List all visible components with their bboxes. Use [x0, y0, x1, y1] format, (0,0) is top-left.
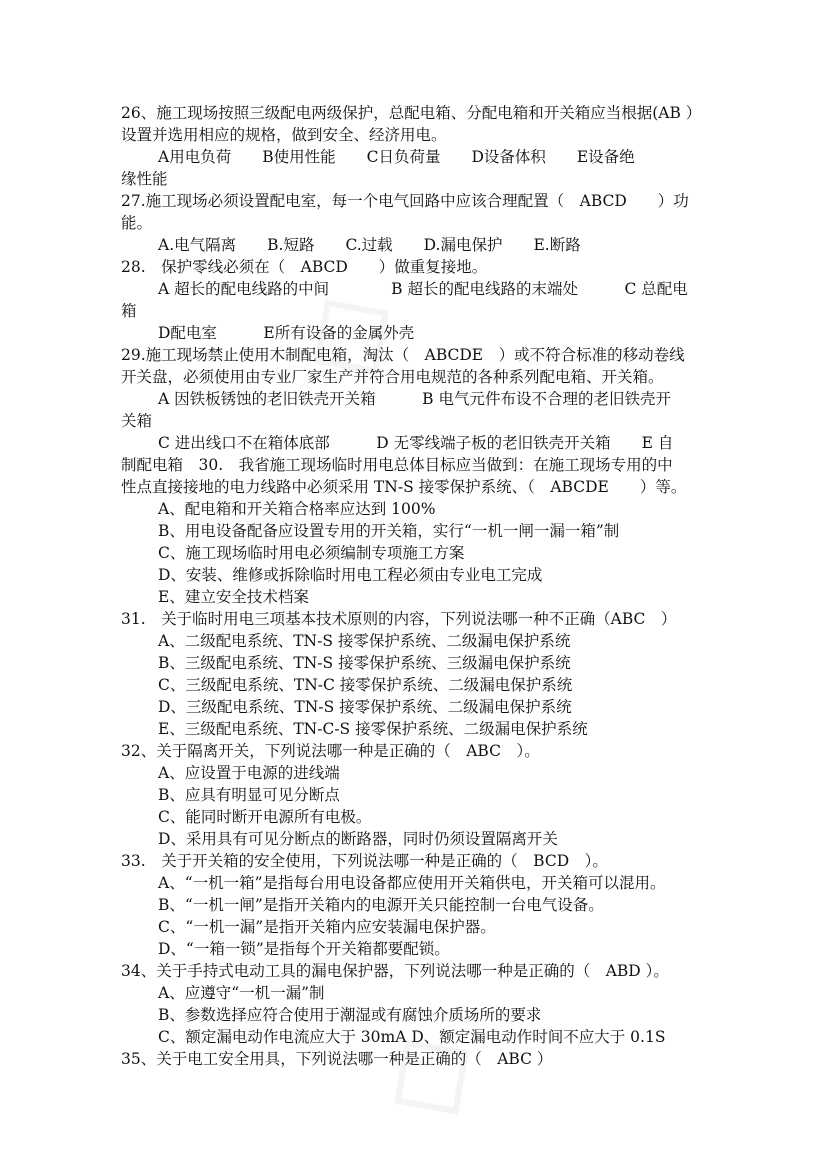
text-line: 29.施工现场禁止使用木制配电箱，淘汰（ ABCDE ）或不符合标准的移动卷线: [121, 346, 685, 364]
text-line: B、应具有明显可见分断点: [158, 786, 340, 804]
text-line: E、建立安全技术档案: [158, 588, 309, 606]
text-line: D、采用具有可见分断点的断路器，同时仍须设置隔离开关: [158, 830, 558, 848]
text-line: 设置并选用相应的规格，做到安全、经济用电。: [121, 126, 447, 144]
text-line: C、三级配电系统、TN-C 接零保护系统、二级漏电保护系统: [158, 676, 573, 694]
text-line: A.电气隔离 B.短路 C.过载 D.漏电保护 E.断路: [158, 236, 581, 254]
text-line: A、二级配电系统、TN-S 接零保护系统、二级漏电保护系统: [158, 632, 571, 650]
text-line: 能。: [121, 214, 153, 232]
text-line: D、“一箱一锁”是指每个开关箱都要配锁。: [158, 940, 450, 958]
text-line: 35、关于电工安全用具，下列说法哪一种是正确的（ ABC ）: [121, 1050, 553, 1068]
text-line: B、三级配电系统、TN-S 接零保护系统、三级漏电保护系统: [158, 654, 571, 672]
text-line: 箱: [121, 302, 137, 320]
text-line: 制配电箱 30. 我省施工现场临时用电总体目标应当做到：在施工现场专用的中: [121, 456, 673, 474]
text-line: 34、关于手持式电动工具的漏电保护器，下列说法哪一种是正确的（ ABD ）。: [121, 962, 669, 980]
text-line: 28. 保护零线必须在（ ABCD ）做重复接地。: [121, 258, 488, 276]
text-line: C、“一机一漏”是指开关箱内应安装漏电保护器。: [158, 918, 496, 936]
text-line: 27.施工现场必须设置配电室，每一个电气回路中应该合理配置（ ABCD ）功: [121, 192, 689, 210]
text-line: 33. 关于开关箱的安全使用，下列说法哪一种是正确的（ BCD ）。: [121, 852, 608, 870]
text-line: B、“一机一闸”是指开关箱内的电源开关只能控制一台电气设备。: [158, 896, 604, 914]
text-line: 开关盘，必须使用由专业厂家生产并符合用电规范的各种系列配电箱、开关箱。: [121, 368, 664, 386]
text-line: A、应遵守“一机一漏”制: [158, 984, 325, 1002]
text-line: D配电室 E所有设备的金属外壳: [158, 324, 415, 342]
text-line: 26、施工现场按照三级配电两级保护，总配电箱、分配电箱和开关箱应当根据(AB ）: [121, 104, 702, 122]
text-line: 31. 关于临时用电三项基本技术原则的内容，下列说法哪一种不正确（ABC ）: [121, 610, 677, 628]
text-line: C、施工现场临时用电必须编制专项施工方案: [158, 544, 465, 562]
text-line: A、应设置于电源的进线端: [158, 764, 340, 782]
text-line: D、安装、维修或拆除临时用电工程必须由专业电工完成: [158, 566, 543, 584]
text-line: 关箱: [121, 412, 153, 430]
text-line: A用电负荷 B使用性能 C日负荷量 D设备体积 E设备绝: [158, 148, 635, 166]
text-line: C、额定漏电动作电流应大于 30mA D、额定漏电动作时间不应大于 0.1S: [158, 1028, 666, 1046]
text-line: A、“一机一箱”是指每台用电设备都应使用开关箱供电，开关箱可以混用。: [158, 874, 666, 892]
text-line: 32、关于隔离开关，下列说法哪一种是正确的（ ABC ）。: [121, 742, 540, 760]
text-line: D、三级配电系统、TN-S 接零保护系统、二级漏电保护系统: [158, 698, 572, 716]
text-line: C 进出线口不在箱体底部 D 无零线端子板的老旧铁壳开关箱 E 自: [158, 434, 674, 452]
text-line: A 因铁板锈蚀的老旧铁壳开关箱 B 电气元件布设不合理的老旧铁壳开: [158, 390, 671, 408]
text-line: 缘性能: [121, 170, 168, 188]
text-line: A、配电箱和开关箱合格率应达到 100%: [158, 500, 436, 518]
text-line: B、参数选择应符合使用于潮湿或有腐蚀介质场所的要求: [158, 1006, 542, 1024]
text-line: 性点直接接地的电力线路中必须采用 TN-S 接零保护系统、（ ABCDE ）等。: [121, 478, 687, 496]
text-line: E、三级配电系统、TN-C-S 接零保护系统、二级漏电保护系统: [158, 720, 588, 738]
text-line: B、用电设备配备应设置专用的开关箱，实行“一机一闸一漏一箱”制: [158, 522, 620, 540]
text-line: A 超长的配电线路的中间 B 超长的配电线路的末端处 C 总配电: [158, 280, 688, 298]
text-line: C、能同时断开电源所有电极。: [158, 808, 372, 826]
